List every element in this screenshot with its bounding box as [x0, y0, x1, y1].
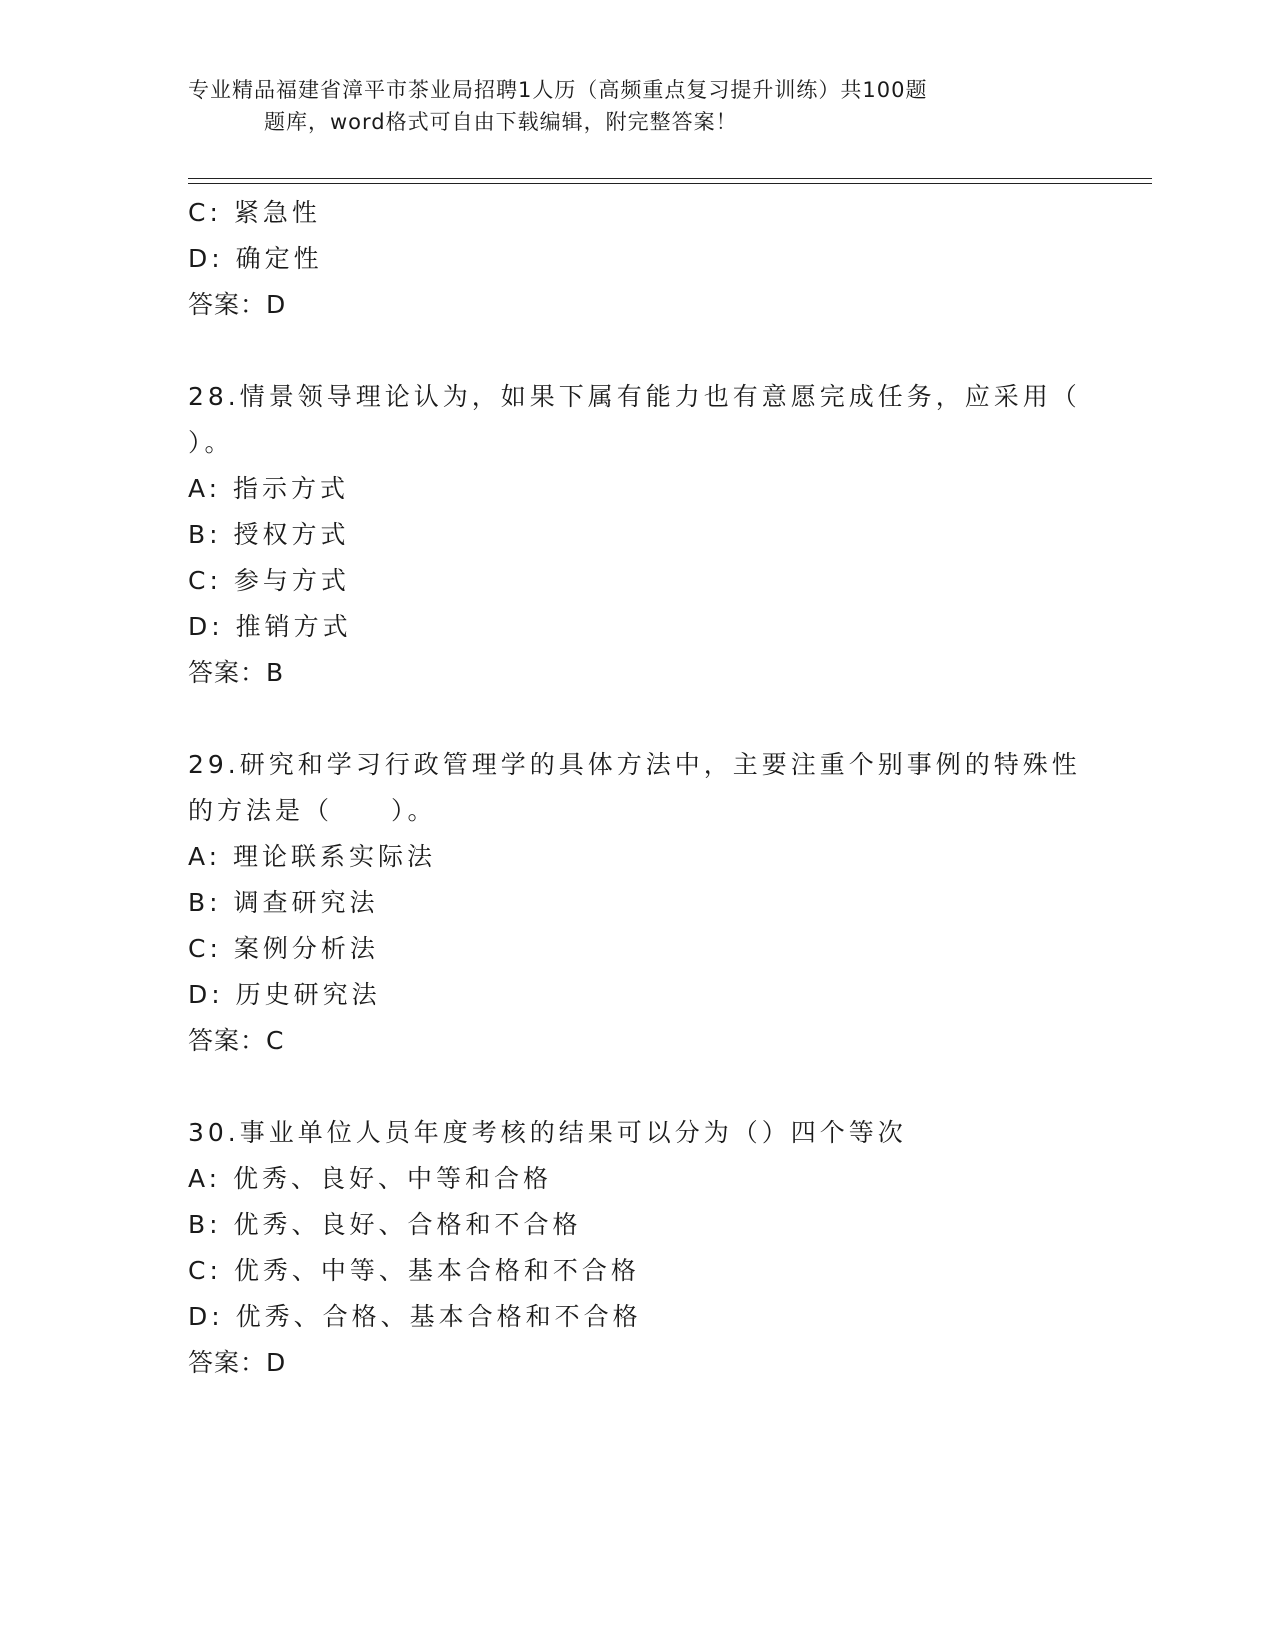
header-divider-top: [188, 178, 1152, 179]
header-title-line2: 题库，word格式可自由下载编辑，附完整答案！: [264, 110, 738, 134]
option-d: D: 推销方式: [188, 612, 352, 641]
page-header: [188, 74, 1048, 138]
option-a: A: 优秀、良好、中等和合格: [188, 1164, 553, 1193]
option-a: A: 理论联系实际法: [188, 842, 437, 871]
option-b: B: 授权方式: [188, 520, 350, 549]
question-stem-cont: 的方法是（ ）。: [188, 796, 437, 825]
answer-line: 答案：D: [188, 1348, 287, 1377]
answer-line: 答案：B: [188, 658, 285, 687]
option-c: C: 参与方式: [188, 566, 350, 595]
spacer: [188, 696, 1088, 742]
option-b: B: 调查研究法: [188, 888, 379, 917]
question-stem: 28.情景领导理论认为，如果下属有能力也有意愿完成任务，应采用（: [188, 382, 1081, 411]
question-27-tail: [188, 190, 1088, 328]
header-title-line1: 专业精品福建省漳平市茶业局招聘1人历（高频重点复习提升训练）共100题: [188, 78, 928, 102]
document-body: [188, 190, 1088, 1386]
question-29: [188, 742, 1088, 1064]
question-28: [188, 374, 1088, 696]
question-stem-cont: ）。: [188, 428, 234, 457]
spacer: [188, 328, 1088, 374]
answer-line: 答案：D: [188, 290, 287, 319]
header-divider-bottom: [188, 183, 1152, 184]
question-stem: 29.研究和学习行政管理学的具体方法中，主要注重个别事例的特殊性: [188, 750, 1081, 779]
option-a: A: 指示方式: [188, 474, 350, 503]
option-c: C: 案例分析法: [188, 934, 379, 963]
option-b: B: 优秀、良好、合格和不合格: [188, 1210, 582, 1239]
question-30: [188, 1110, 1088, 1386]
option-d: D: 确定性: [188, 244, 323, 273]
option-d: D: 历史研究法: [188, 980, 381, 1009]
option-d: D: 优秀、合格、基本合格和不合格: [188, 1302, 642, 1331]
answer-line: 答案：C: [188, 1026, 285, 1055]
option-c: C: 紧急性: [188, 198, 321, 227]
question-stem: 30.事业单位人员年度考核的结果可以分为（）四个等次: [188, 1118, 907, 1147]
option-c: C: 优秀、中等、基本合格和不合格: [188, 1256, 640, 1285]
spacer: [188, 1064, 1088, 1110]
